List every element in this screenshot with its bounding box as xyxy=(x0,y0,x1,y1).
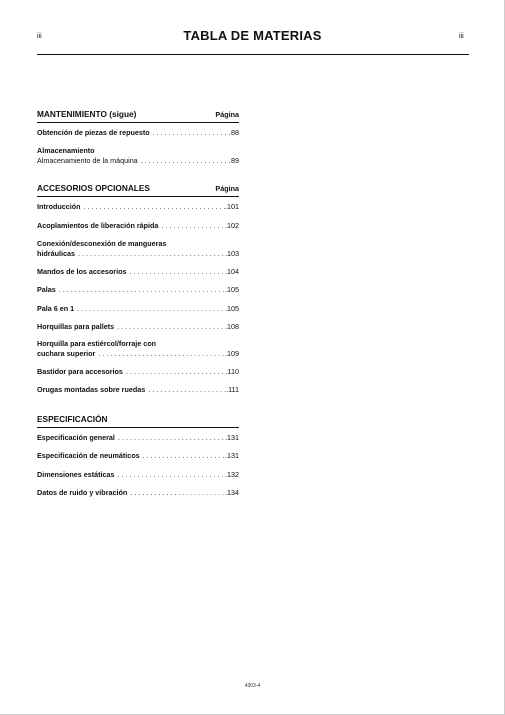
header-rule xyxy=(37,54,469,55)
toc-entry-title: Dimensiones estáticas xyxy=(37,470,115,479)
toc-entry[interactable] xyxy=(37,339,239,359)
toc-entry[interactable] xyxy=(37,221,239,231)
toc-entry-page: .105 xyxy=(225,285,239,294)
dot-leader xyxy=(127,488,225,498)
toc-entry-title: Orugas montadas sobre ruedas xyxy=(37,385,146,394)
toc-entry-page: .134 xyxy=(225,488,239,497)
toc-entry[interactable] xyxy=(37,488,239,498)
section-title-text: ESPECIFICACIÓN xyxy=(37,414,108,424)
toc-entry[interactable] xyxy=(37,267,239,277)
toc-entry-title: Especificación de neumáticos xyxy=(37,451,140,460)
dot-leader xyxy=(115,470,225,480)
toc-entry-page: .102 xyxy=(225,221,239,230)
toc-entry-page: .131 xyxy=(225,451,239,460)
toc-entry-title: Introducción xyxy=(37,202,81,211)
toc-entry[interactable] xyxy=(37,202,239,212)
toc-entry-title: Horquilla para estiércol/forraje con xyxy=(37,339,157,348)
section-rule xyxy=(37,122,239,123)
dot-leader xyxy=(150,128,231,138)
toc-entry[interactable] xyxy=(37,146,239,166)
toc-entry-page: 89 xyxy=(231,156,239,165)
dot-leader xyxy=(140,451,225,461)
toc-entry-title: Obtención de piezas de repuesto xyxy=(37,128,150,137)
dot-leader xyxy=(95,349,225,359)
toc-entry-page: .101 xyxy=(225,202,239,211)
toc-entry-page: 88 xyxy=(231,128,239,137)
footer-code: 4303-4 xyxy=(244,683,261,689)
page-column-label: Página xyxy=(215,183,239,193)
toc-entry-page: .131 xyxy=(225,433,239,442)
toc-entry[interactable] xyxy=(37,239,239,259)
toc-entry-title: Mandos de los accesorios xyxy=(37,267,127,276)
toc-entry-title: Almacenamiento de la máquina xyxy=(37,156,138,165)
page-title: TABLA DE MATERIAS xyxy=(183,28,322,43)
section-title-text: MANTENIMIENTO (sigue) xyxy=(37,109,137,119)
toc-entry[interactable] xyxy=(37,367,239,377)
toc-entry-page: .104 xyxy=(225,267,239,276)
section-title-maintenance xyxy=(37,109,239,119)
toc-entry-title: Bastidor para accesorios xyxy=(37,367,123,376)
dot-leader xyxy=(123,367,226,377)
toc-entry-title: Datos de ruido y vibración xyxy=(37,488,128,497)
dot-leader xyxy=(138,156,231,166)
section-title-specification xyxy=(37,414,239,424)
toc-entry[interactable] xyxy=(37,433,239,443)
toc-entry-title: Palas xyxy=(37,285,56,294)
toc-entry-page: .105 xyxy=(225,304,239,313)
section-title-optional-accessories xyxy=(37,183,239,193)
section-title-text: ACCESORIOS OPCIONALES xyxy=(37,183,150,193)
toc-entry-title: Acoplamientos de liberación rápida xyxy=(37,221,159,230)
toc-entry-title: Especificación general xyxy=(37,433,115,442)
toc-entry-title: Conexión/desconexión de mangueras xyxy=(37,239,167,248)
dot-leader xyxy=(75,249,225,259)
toc-entry[interactable] xyxy=(37,322,239,332)
toc-entry-title: Pala 6 en 1 xyxy=(37,304,75,313)
toc-subheading: Almacenamiento xyxy=(37,146,95,155)
toc-entry-title: Horquillas para pallets xyxy=(37,322,115,331)
toc-entry[interactable] xyxy=(37,304,239,314)
toc-entry[interactable] xyxy=(37,451,239,461)
dot-leader xyxy=(145,385,226,395)
section-rule xyxy=(37,196,239,197)
toc-entry[interactable] xyxy=(37,470,239,480)
toc-entry[interactable] xyxy=(37,385,239,395)
header-page-number-right: iii xyxy=(459,33,464,40)
toc-entry-title-cont: hidráulicas xyxy=(37,249,75,258)
toc-entry[interactable] xyxy=(37,128,239,138)
toc-entry-page: .109 xyxy=(225,349,239,358)
header-page-number-left: iii xyxy=(37,33,42,40)
toc-entry-page: .110 xyxy=(225,367,239,376)
toc-entry-title-cont: cuchara superior xyxy=(37,349,96,358)
toc-entry-page: .132 xyxy=(225,470,239,479)
toc-entry-page: .111 xyxy=(226,385,239,394)
dot-leader xyxy=(74,304,225,314)
dot-leader xyxy=(115,433,225,443)
dot-leader xyxy=(81,202,225,212)
dot-leader xyxy=(56,285,225,295)
section-rule xyxy=(37,427,239,428)
dot-leader xyxy=(114,322,225,332)
dot-leader xyxy=(158,221,225,231)
toc-entry[interactable] xyxy=(37,285,239,295)
dot-leader xyxy=(126,267,225,277)
page-column-label: Página xyxy=(215,109,239,119)
toc-entry-page: .108 xyxy=(225,322,239,331)
toc-entry-page: .103 xyxy=(225,249,239,258)
